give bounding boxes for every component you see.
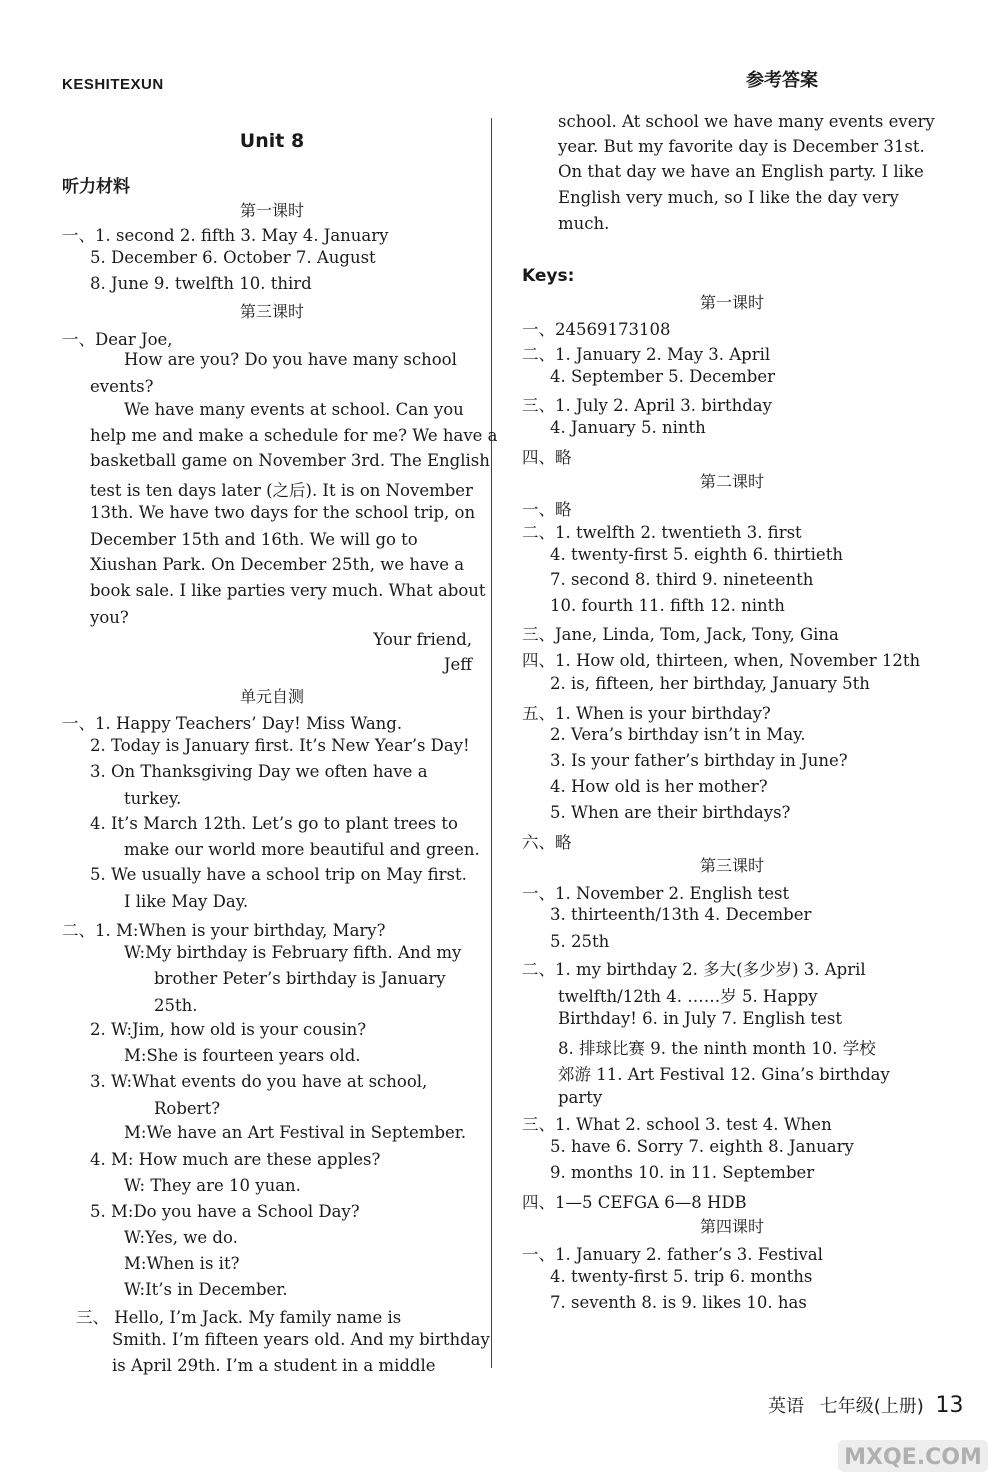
letter-line: 13th. We have two days for the school trip, on	[90, 503, 476, 522]
key-line: 2. Vera’s birthday isn’t in May.	[550, 725, 806, 744]
key-line: 四、略	[522, 448, 572, 467]
key-line: 4. twenty-first 5. trip 6. months	[550, 1267, 813, 1286]
key-line: 三、1. What 2. school 3. test 4. When	[522, 1115, 832, 1134]
selftest-line: 一、1. Happy Teachers’ Day! Miss Wang.	[62, 714, 403, 733]
letter-signature: Jeff	[443, 655, 472, 674]
key-line: 二、1. my birthday 2. 多大(多少岁) 3. April	[522, 960, 866, 979]
dialogue-line: M:When is it?	[124, 1254, 240, 1273]
lesson3-heading: 第三课时	[239, 302, 304, 321]
key-line: 郊游 11. Art Festival 12. Gina’s birthday	[558, 1065, 890, 1084]
section-answers-title: 参考答案	[746, 70, 818, 91]
passage-line: On that day we have an English party. I like	[558, 162, 924, 181]
selftest-line: I like May Day.	[124, 892, 249, 911]
unit-title: Unit 8	[239, 130, 305, 152]
key-line: 8. 排球比赛 9. the ninth month 10. 学校	[558, 1039, 876, 1058]
key-line: 5. When are their birthdays?	[550, 803, 791, 822]
key-line: twelfth/12th 4. ……岁 5. Happy	[558, 987, 818, 1006]
selftest-line: make our world more beautiful and green.	[124, 840, 480, 859]
dialogue-line: 25th.	[154, 996, 198, 1015]
key-line: 5. 25th	[550, 932, 610, 951]
key-line: 3. thirteenth/13th 4. December	[550, 905, 812, 924]
selftest-line: 5. We usually have a school trip on May first.	[90, 865, 467, 884]
key-line: 5. have 6. Sorry 7. eighth 8. January	[550, 1137, 854, 1156]
passage-line: 三、 Hello, I’m Jack. My family name is	[76, 1308, 402, 1327]
key-line: 三、1. July 2. April 3. birthday	[522, 396, 772, 415]
key-line: 4. twenty-first 5. eighth 6. thirtieth	[550, 545, 843, 564]
key-line: 五、1. When is your birthday?	[522, 704, 771, 723]
lesson1-heading: 第一课时	[239, 201, 304, 220]
keys-heading: Keys:	[522, 266, 575, 286]
key-line: 四、1—5 CEFGA 6—8 HDB	[522, 1193, 747, 1212]
key-line: 7. seventh 8. is 9. likes 10. has	[550, 1293, 807, 1312]
selftest-line: 2. Today is January first. It’s New Year’s Day!	[90, 736, 470, 755]
key-line: 六、略	[522, 833, 572, 852]
dialogue-line: 2. W:Jim, how old is your cousin?	[90, 1020, 367, 1039]
passage-line: Smith. I’m fifteen years old. And my birthday	[112, 1330, 490, 1349]
passage-line: English very much, so I like the day very	[558, 188, 899, 207]
letter-line: 一、Dear Joe,	[62, 330, 173, 349]
dialogue-line: W: They are 10 yuan.	[124, 1176, 301, 1195]
page-number: 13	[935, 1393, 964, 1418]
selftest-line: 4. It’s March 12th. Let’s go to plant trees to	[90, 814, 458, 833]
letter-line: events?	[90, 377, 154, 396]
letter-line: Xiushan Park. On December 25th, we have a	[90, 555, 465, 574]
listening-heading: 听力材料	[62, 177, 130, 197]
key-line: 一、24569173108	[522, 320, 671, 339]
lesson1-line: 8. June 9. twelfth 10. third	[90, 274, 312, 293]
key-line: 10. fourth 11. fifth 12. ninth	[550, 596, 785, 615]
dialogue-line: 5. M:Do you have a School Day?	[90, 1202, 360, 1221]
letter-line: How are you? Do you have many school	[124, 350, 457, 369]
selftest-line: 3. On Thanksgiving Day we often have a	[90, 762, 428, 781]
dialogue-line: W:It’s in December.	[124, 1280, 288, 1299]
passage-line: school. At school we have many events every	[558, 112, 935, 131]
passage-line: much.	[558, 214, 610, 233]
key-line: 3. Is your father’s birthday in June?	[550, 751, 848, 770]
letter-line: December 15th and 16th. We will go to	[90, 530, 418, 549]
selftest-line: turkey.	[124, 789, 182, 808]
keys-lesson4-heading: 第四课时	[699, 1217, 764, 1236]
key-line: 三、Jane, Linda, Tom, Jack, Tony, Gina	[522, 625, 839, 644]
dialogue-line: W:Yes, we do.	[124, 1228, 238, 1247]
key-line: 一、1. January 2. father’s 3. Festival	[522, 1245, 823, 1264]
dialogue-line: 二、1. M:When is your birthday, Mary?	[62, 921, 386, 940]
dialogue-line: 3. W:What events do you have at school,	[90, 1072, 428, 1091]
page-footer	[768, 1392, 964, 1418]
dialogue-line: brother Peter’s birthday is January	[154, 969, 446, 988]
footer-subject: 英语	[768, 1396, 804, 1417]
key-line: 4. How old is her mother?	[550, 777, 768, 796]
series-name: KESHITEXUN	[62, 76, 164, 93]
letter-line: We have many events at school. Can you	[124, 400, 464, 419]
watermark-text: MXQE.COM	[844, 1445, 982, 1470]
letter-line: test is ten days later (之后). It is on November	[90, 481, 473, 500]
letter-line: you?	[90, 608, 129, 627]
key-line: 4. January 5. ninth	[550, 418, 706, 437]
key-line: 2. is, fifteen, her birthday, January 5th	[550, 674, 870, 693]
passage-line: year. But my favorite day is December 31st.	[558, 137, 925, 156]
footer-grade: 七年级(上册)	[819, 1396, 924, 1417]
dialogue-line: M:We have an Art Festival in September.	[124, 1123, 467, 1142]
dialogue-line: Robert?	[154, 1099, 221, 1118]
letter-line: basketball game on November 3rd. The English	[90, 451, 490, 470]
keys-lesson2-heading: 第二课时	[699, 472, 764, 491]
key-line: 一、略	[522, 500, 572, 519]
key-line: Birthday! 6. in July 7. English test	[558, 1009, 842, 1028]
dialogue-line: W:My birthday is February fifth. And my	[124, 943, 462, 962]
dialogue-line: 4. M: How much are these apples?	[90, 1150, 381, 1169]
dialogue-line: M:She is fourteen years old.	[124, 1046, 361, 1065]
key-line: 9. months 10. in 11. September	[550, 1163, 815, 1182]
keys-lesson1-heading: 第一课时	[699, 293, 764, 312]
watermark-logo	[838, 1436, 988, 1476]
key-line: 二、1. January 2. May 3. April	[522, 345, 771, 364]
letter-closing: Your friend,	[373, 630, 472, 649]
key-line: 一、1. November 2. English test	[522, 884, 790, 903]
key-line: 7. second 8. third 9. nineteenth	[550, 570, 814, 589]
lesson1-line: 一、1. second 2. fifth 3. May 4. January	[62, 226, 389, 245]
key-line: 四、1. How old, thirteen, when, November 12th	[522, 651, 921, 670]
lesson1-line: 5. December 6. October 7. August	[90, 248, 376, 267]
column-divider	[491, 118, 492, 1368]
passage-line: is April 29th. I’m a student in a middle	[112, 1356, 436, 1375]
letter-line: book sale. I like parties very much. What about	[90, 581, 486, 600]
keys-lesson3-heading: 第三课时	[699, 856, 764, 875]
letter-line: help me and make a schedule for me? We have a	[90, 426, 498, 445]
key-line: 4. September 5. December	[550, 367, 775, 386]
key-line: 二、1. twelfth 2. twentieth 3. first	[522, 523, 802, 542]
selftest-heading: 单元自测	[239, 687, 304, 706]
key-line: party	[558, 1088, 603, 1107]
